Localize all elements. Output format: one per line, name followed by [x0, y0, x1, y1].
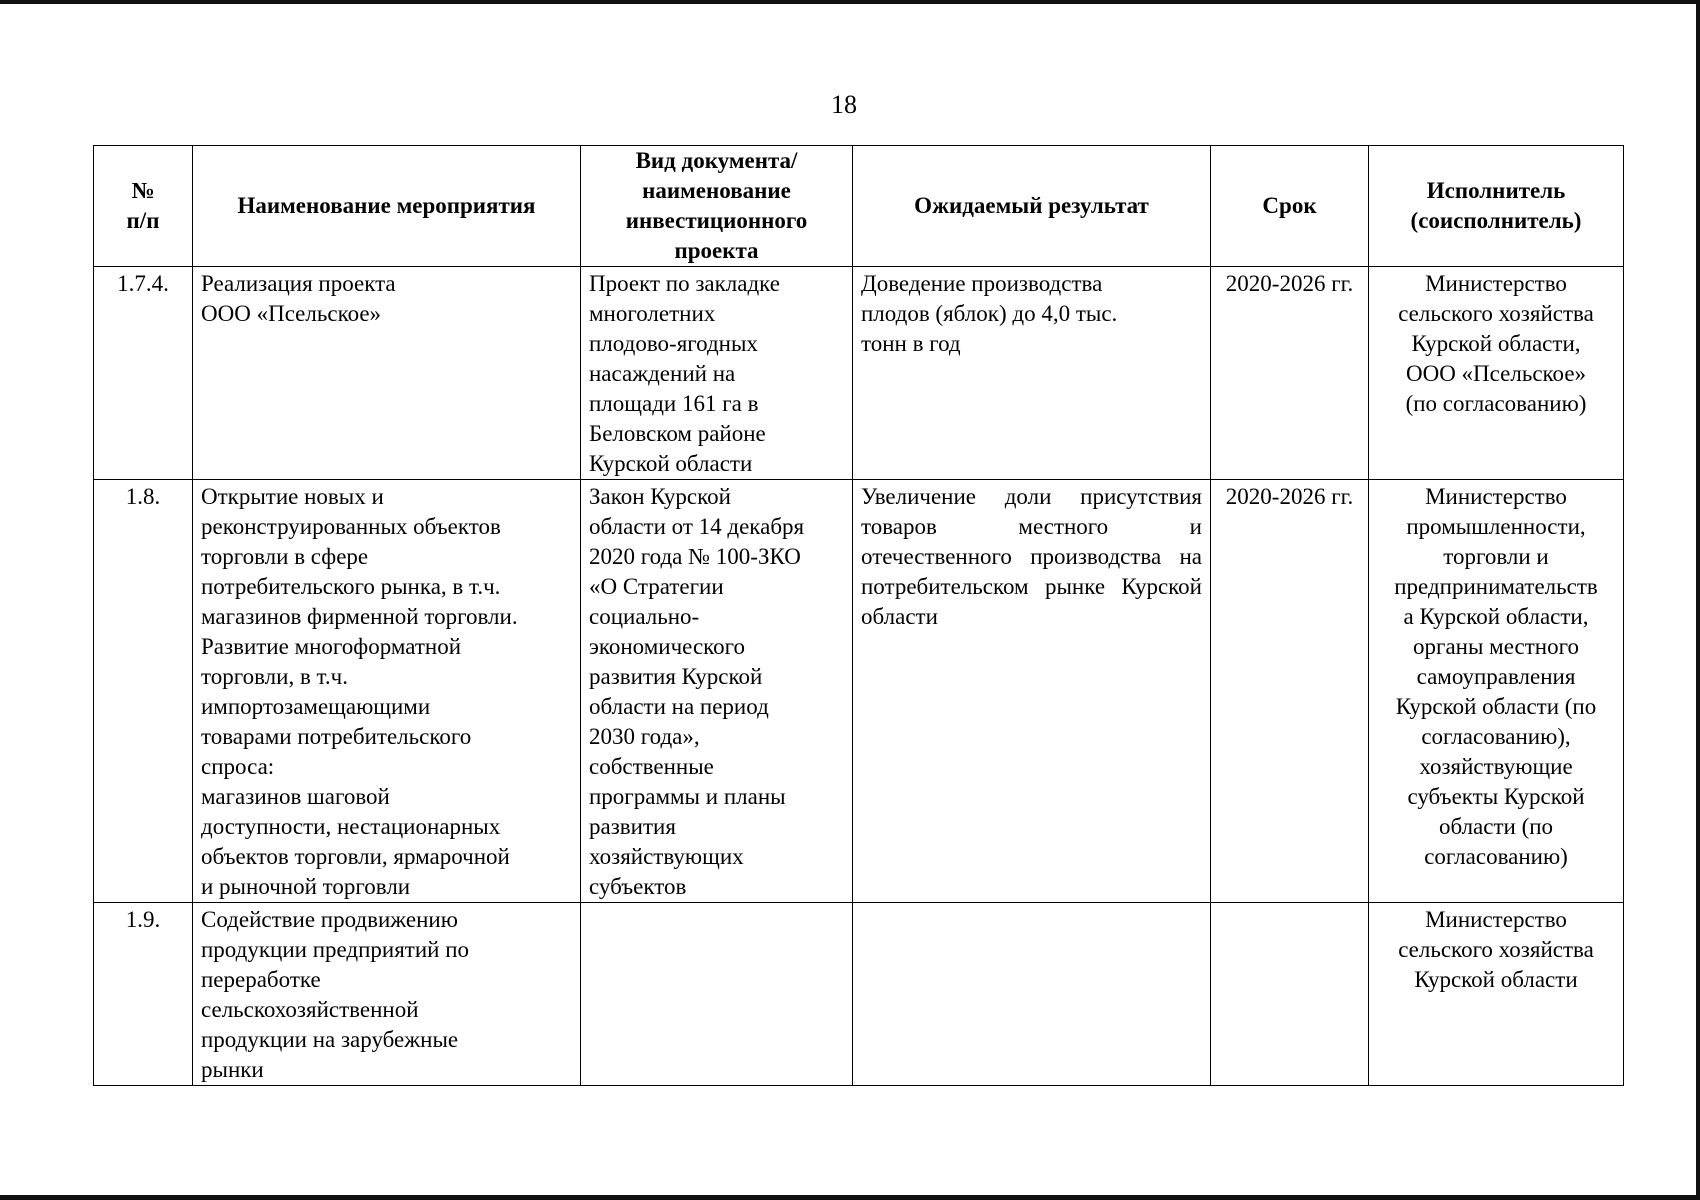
header-num: № п/п: [94, 146, 193, 267]
scan-edge-right: [1696, 0, 1700, 1200]
row-result: [853, 903, 1211, 1086]
header-name: Наименование мероприятия: [193, 146, 581, 267]
row-document: [581, 903, 853, 1086]
table-row: [94, 267, 1624, 480]
scan-edge-bottom: [0, 1195, 1700, 1200]
row-executor: Министерство сельского хозяйства Курской области, ООО «Псельское» (по согласованию): [1369, 267, 1624, 480]
header-executor: Исполнитель (соисполнитель): [1369, 146, 1624, 267]
row-term: [1211, 903, 1369, 1086]
table-row: [94, 480, 1624, 903]
row-number: 1.8.: [94, 480, 193, 903]
row-measure-name: Реализация проекта ООО «Псельское»: [193, 267, 581, 480]
row-measure-name: Открытие новых и реконструированных объектов торговли в сфере потребительского рынка, в т.ч. магазинов фирменной торговли. Развитие многоформатной торговли, в т.ч. импортозамещающими товарами потребительского спроса: магазинов шаговой доступности, нестационарных объектов торговли, ярмарочной и рыночной торговли: [193, 480, 581, 903]
header-document: Вид документа/ наименование инвестиционного проекта: [581, 146, 853, 267]
row-term: 2020-2026 гг.: [1211, 480, 1369, 903]
header-term: Срок: [1211, 146, 1369, 267]
measures-table: [93, 145, 1624, 1086]
table-row: [94, 903, 1624, 1086]
table-header-row: [94, 146, 1624, 267]
row-measure-name: Содействие продвижению продукции предприятий по переработке сельскохозяйственной продукции на зарубежные рынки: [193, 903, 581, 1086]
row-executor: Министерство промышленности, торговли и предпринимательств а Курской области, органы местного самоуправления Курской области (по согласованию), хозяйствующие субъекты Курской области (по согласованию): [1369, 480, 1624, 903]
row-number: 1.9.: [94, 903, 193, 1086]
row-document: Закон Курской области от 14 декабря 2020 года № 100-ЗКО «О Стратегии социально- экономического развития Курской области на период 2030 года», собственные программы и планы развития хозяйствующих субъектов: [581, 480, 853, 903]
row-result: Увеличение доли присутствия товаров местного и отечественного производства на потребительском рынке Курской области: [853, 480, 1211, 903]
header-result: Ожидаемый результат: [853, 146, 1211, 267]
scan-edge-top: [0, 0, 1700, 4]
row-document: Проект по закладке многолетних плодово-ягодных насаждений на площади 161 га в Беловском районе Курской области: [581, 267, 853, 480]
row-result: Доведение производства плодов (яблок) до 4,0 тыс. тонн в год: [853, 267, 1211, 480]
row-number: 1.7.4.: [94, 267, 193, 480]
row-term: 2020-2026 гг.: [1211, 267, 1369, 480]
row-executor: Министерство сельского хозяйства Курской области: [1369, 903, 1624, 1086]
page-number: 18: [831, 90, 857, 119]
